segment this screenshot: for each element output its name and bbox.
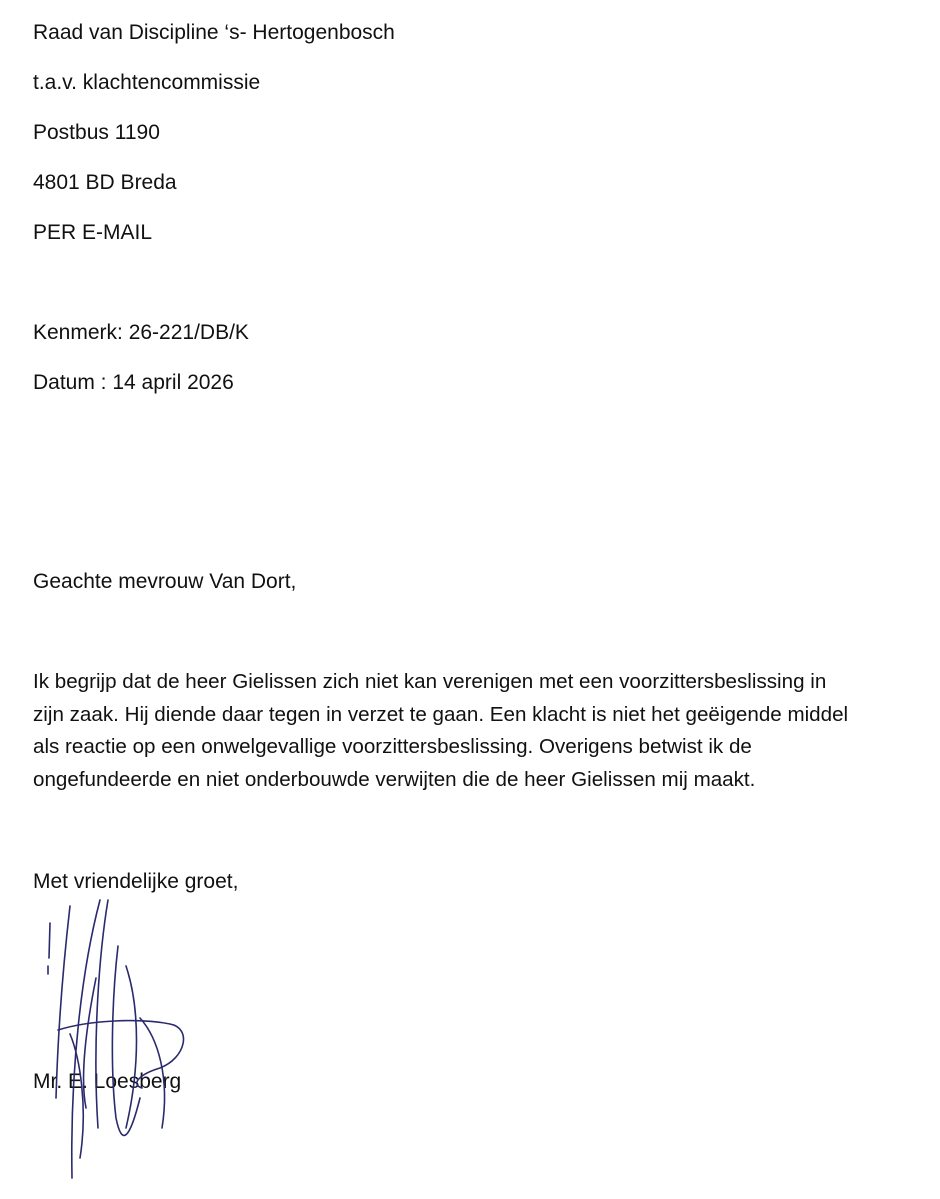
reference-kenmerk: Kenmerk: 26-221/DB/K (33, 321, 249, 344)
attention-line: t.a.v. klachtencommissie (33, 71, 261, 94)
recipient-name: Raad van Discipline ‘s- Hertogenbosch (33, 21, 395, 44)
postcode-city-line: 4801 BD Breda (33, 171, 177, 194)
body-line: als reactie op een onwelgevallige voorzittersbeslissing. Overigens betwist ik de (33, 735, 752, 759)
salutation: Geachte mevrouw Van Dort, (33, 570, 297, 593)
postbus-line: Postbus 1190 (33, 121, 160, 144)
closing: Met vriendelijke groet, (33, 870, 239, 893)
reference-datum: Datum : 14 april 2026 (33, 371, 234, 394)
signer-name: Mr. E. Loesberg (33, 1070, 182, 1093)
body-line: Ik begrijp dat de heer Gielissen zich niet kan verenigen met een voorzittersbeslissing in (33, 670, 827, 693)
delivery-method: PER E-MAIL (33, 221, 153, 244)
handwritten-signature (30, 888, 210, 1188)
body-line: zijn zaak. Hij diende daar tegen in verzet te gaan. Een klacht is niet het geëigende middel (33, 702, 849, 726)
body-line: ongefundeerde en niet onderbouwde verwijten die de heer Gielissen mij maakt. (33, 768, 756, 792)
body-paragraph (33, 666, 933, 797)
